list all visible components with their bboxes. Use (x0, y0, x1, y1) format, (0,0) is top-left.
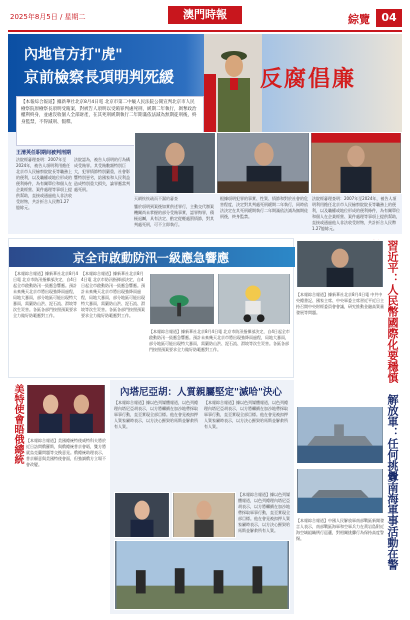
body-column-4: 根據項明犯罪的事實、性質、情節和對於社會的危害程度，決定對其判處死刑緩期二年執行，同時依法決定在其死刑緩期執行二年期滿依法減為無期徒刑後，終身監禁。 (220, 196, 308, 219)
page-number: 04 (376, 9, 402, 27)
right-column (296, 238, 402, 614)
us-russia-story (8, 380, 108, 614)
body-column-5: 法院經審理查明：2007年至2024年，被告人項明利用擔任北京市人民檢察院院長等職務上的便利，以及職權或地位形成的便利條件，為有關單位和個人在企業經營、案件處理等事項上提供幫助，直接或通過他人非法收受財物，共計折合人民幣1.27億餘元。 (312, 196, 400, 231)
us-russia-body: 【本報綜合報道】美國總統特使威特科夫將於近日訪問俄羅斯，與俄總統普京會晤，雙方將就烏克蘭問題等交換意見。俄總統助理表示，普京願意與美國特使會面，但強調俄方立場不會改變。 (26, 438, 106, 467)
section-label: 綜覽 (348, 13, 370, 26)
israel-body-3: 【本報綜合報道】據以色列媒體報道，以色列總理內塔尼亞胡表示，以方將繼續在加沙地帶採取軍事行動，直至實現全部目標。他在會見被扣押人質家屬時表示，以方決心摧毀哈馬斯並解救所有人質。 (238, 492, 290, 533)
flood-body-2: 【本報綜合報道】據新華社北京8月4日電 北京市防汛指揮部決定，自4日起全市啟動防汛一級應急響應。預計未來幾天北京市將出現強降雨過程，局地大暴雨，部分地區可能出現特大暴雨，需嚴防山洪、泥石流、滑坡等次生災害。各區各部門按照預案要求全力做好防範應對工作。 (81, 271, 145, 318)
flood-rain-photo (149, 273, 215, 325)
court-photo (310, 132, 402, 194)
israel-headline: 內塔尼亞胡：人質親屬堅定"滅哈"決心 (120, 387, 282, 398)
pla-headline: 解放軍：任何挑釁南海軍事活動在警 (386, 394, 399, 570)
israel-body-2: 【本報綜合報道】據以色列媒體報道，以色列總理內塔尼亞胡表示，以方將繼續在加沙地帶採取軍事行動，直至實現全部目標。他在會見被扣押人質家屬時表示，以方決心摧毀哈馬斯並解救所有人質。 (204, 400, 288, 429)
netanyahu-photo (114, 492, 170, 538)
leaders-photo (26, 384, 106, 434)
israel-body-1: 【本報綜合報道】據以色列媒體報道，以色列總理內塔尼亞胡表示，以方將繼續在加沙地帶採取軍事行動，直至實現全部目標。他在會見被扣押人質家屬時表示，以方決心摧毀哈馬斯並解救所有人質。 (114, 400, 198, 429)
xi-body: 【本報綜合報道】據新華社北京8月4日電 中共中央總書記、國家主席、中央軍委主席習近平近日主持召開中央財經委員會會議，研究推動金融高質量發展等問題。 (296, 292, 384, 315)
flood-body-1: 【本報綜合報道】據新華社北京8月4日電 北京市防汛指揮部決定，自4日起全市啟動防汛一級應急響應。預計未來幾天北京市將出現強降雨過程，局地大暴雨，部分地區可能出現特大暴雨，需嚴防山洪、泥石流、滑坡等次生災害。各區各部門按照預案要求全力做好防範應對工作。 (13, 271, 79, 318)
body-column-2: 法院認為，被告人項明的行為構成受賄罪。其受賄數額特別巨大，犯罪情節特別嚴重，社會影響特別惡劣，給國家和人民利益造成特別重大損失，論罪應當判處死刑。 (74, 157, 130, 192)
top-story (8, 34, 402, 234)
lead-paragraph: 【本報綜合報道】據新華社北京8月4日電 北京市第二中級人民法院公開宣判北京市人民檢察院原檢察長項明受賄案，對被告人項明以受賄罪判處死刑，緩期二年執行，剝奪政治權利終身，並處沒收個人全部財產，在其死刑緩期執行二年期滿依法減為無期徒刑後，終身監禁，不得減刑、假釋。 (16, 96, 204, 146)
soldier-photo (204, 34, 262, 132)
flood-headline: 京全市啟動防汛一級應急響應 (73, 251, 230, 265)
us-russia-headline: 美特使會晤俄總統 (12, 384, 23, 464)
hostage-family-photo (172, 492, 236, 538)
issue-date: 2025年8月5日 / 星期二 (10, 13, 86, 21)
headline-line-2: 京前檢察長項明判死緩 (24, 68, 175, 86)
body-column-3: 鑒於項明到案後如實供述罪行，主動交代辦案機關尚未掌握的部分受賄事實，認罪悔罪，積極退贓，具有法定、酌定從輕處罰情節，對其判處死刑，可不立即執行。 (134, 204, 214, 227)
flood-story (8, 238, 294, 378)
pla-body: 【本報綜合報道】中國人民解放軍南部戰區新聞發言人表示，南部戰區海軍和空軍兵力在黃岩島附近海空域組織例行巡邏，對相關挑釁行為保持高度警惕。 (296, 518, 384, 541)
header-divider (8, 30, 402, 32)
warship-photo-1 (296, 406, 384, 464)
flood-body-3: 【本報綜合報道】據新華社北京8月4日電 北京市防汛指揮部決定，自4日起全市啟動防汛一級應急響應。預計未來幾天北京市將出現強降雨過程，局地大暴雨，部分地區可能出現特大暴雨，需嚴防山洪、泥石流、滑坡等次生災害。各區各部門按照預案要求全力做好防範應對工作。 (149, 329, 290, 352)
body-column-1: 法院經審理查明：2007年至2024年，被告人項明利用擔任北京市人民檢察院院長等職務上的便利，以及職權或地位形成的便利條件，為有關單位和個人在企業經營、案件處理等事項上提供幫助，直接或通過他人非法收受財物，共計折合人民幣1.27億餘元。 (16, 157, 72, 210)
xi-meeting-photo (296, 240, 384, 288)
flood-scooter-photo (217, 273, 291, 325)
page-header (0, 0, 410, 30)
masthead: 澳門時報 (168, 6, 242, 24)
xi-headline: 習近平：人民幣國際化要穩慎 (386, 240, 399, 383)
anti-corruption-banner: 反腐倡廉 (260, 66, 357, 92)
official-portrait-photo (134, 132, 216, 194)
headline-box (8, 34, 204, 99)
photo-caption: 天網恢恢疏而不漏的審查 (134, 196, 178, 201)
warship-photo-2 (296, 468, 384, 514)
trial-photo (216, 132, 310, 194)
subhead: 王清英任职期间被判刑期 (16, 150, 72, 156)
headline-line-1: 內地官方打"虎" (24, 47, 123, 63)
israel-story (110, 380, 294, 614)
protest-crowd-photo (114, 540, 290, 610)
